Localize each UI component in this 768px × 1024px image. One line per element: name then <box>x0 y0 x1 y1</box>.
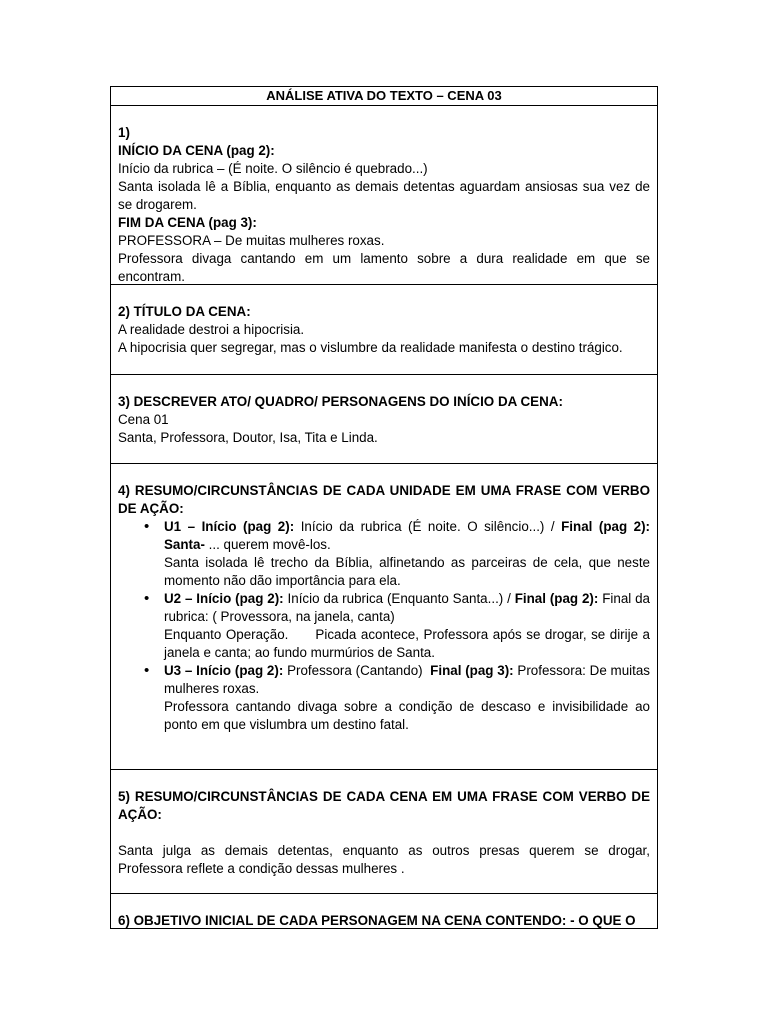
u1-end-label: Final (pag 2): Santa- <box>164 519 651 552</box>
analysis-table <box>110 86 658 929</box>
section-1 <box>111 106 657 285</box>
u1-description: Santa isolada lê trecho da Bíblia, alfinetando as parceiras de cela, que neste momento não dão importância para ela. <box>164 555 650 588</box>
list-item-u2 <box>164 590 654 662</box>
u3-end-text: Professora: De muitas mulheres roxas. <box>164 663 654 696</box>
section-3 <box>111 375 657 464</box>
u2-start-label: U2 – Início (pag 2): <box>164 591 284 606</box>
section-5-text: Santa julga as demais detentas, enquanto as outros presas querem se drogar, Professora reflete a condição dessas mulheres . <box>118 843 650 876</box>
section-3-label: 3) DESCREVER ATO/ QUADRO/ PERSONAGENS DO INÍCIO DA CENA: <box>118 394 563 409</box>
section-1-end-line2: Professora divaga cantando em um lamento sobre a dura realidade em que se encontram. <box>118 251 650 284</box>
section-1-start-line2: Santa isolada lê a Bíblia, enquanto as demais detentas aguardam ansiosas sua vez de se drogarem. <box>118 179 650 212</box>
section-4 <box>111 464 657 770</box>
u1-end-text: ... querem movê-los. <box>204 537 331 552</box>
section-4-label: 4) RESUMO/CIRCUNSTÂNCIAS DE CADA UNIDADE EM UMA FRASE COM VERBO DE AÇÃO: <box>118 483 650 516</box>
units-list <box>118 518 654 734</box>
u3-start-label: U3 – Início (pag 2): <box>164 663 284 678</box>
section-1-end-label: FIM DA CENA (pag 3): <box>118 215 257 230</box>
section-2-label: 2) TÍTULO DA CENA: <box>118 304 251 319</box>
section-6 <box>111 894 657 928</box>
u3-description: Professora cantando divaga sobre a condição de descaso e invisibilidade ao ponto em que vislumbra um destino fatal. <box>164 699 650 732</box>
section-6-label: 6) OBJETIVO INICIAL DE CADA PERSONAGEM NA CENA CONTENDO: - O QUE O <box>118 913 636 928</box>
table-header <box>111 87 657 106</box>
section-1-start-line1: Início da rubrica – (É noite. O silêncio é quebrado...) <box>118 161 428 176</box>
u2-description: Enquanto Operação. Picada acontece, Professora após se drogar, se dirije a janela e canta; ao fundo murmúrios de Santa. <box>164 627 654 660</box>
section-5 <box>111 770 657 894</box>
section-2-line2: A hipocrisia quer segregar, mas o vislumbre da realidade manifesta o destino trágico. <box>118 340 623 355</box>
section-1-start-label: INÍCIO DA CENA (pag 2): <box>118 143 275 158</box>
section-3-line1: Cena 01 <box>118 412 169 427</box>
section-1-end-line1: PROFESSORA – De muitas mulheres roxas. <box>118 233 385 248</box>
list-item-u3 <box>164 662 654 734</box>
u2-end-label: Final (pag 2): <box>514 591 599 606</box>
section-1-number: 1) <box>118 125 130 140</box>
u2-start-text: Início da rubrica (Enquanto Santa...) / <box>283 591 515 606</box>
u1-start-text: Início da rubrica (É noite. O silêncio...) / <box>294 519 562 534</box>
u3-end-label: Final (pag 3): <box>430 663 514 678</box>
section-3-line2: Santa, Professora, Doutor, Isa, Tita e Linda. <box>118 430 378 445</box>
u3-start-text: Professora (Cantando) <box>283 663 431 678</box>
page-title: ANÁLISE ATIVA DO TEXTO – CENA 03 <box>266 88 502 103</box>
u2-end-text: Final da rubrica: ( Provessora, na janela, canta) <box>164 591 651 624</box>
section-2-line1: A realidade destroi a hipocrisia. <box>118 322 305 337</box>
list-item-u1 <box>164 518 650 590</box>
u1-start-label: U1 – Início (pag 2): <box>164 519 295 534</box>
section-2 <box>111 285 657 375</box>
section-5-label: 5) RESUMO/CIRCUNSTÂNCIAS DE CADA CENA EM UMA FRASE COM VERBO DE AÇÃO: <box>118 789 650 822</box>
